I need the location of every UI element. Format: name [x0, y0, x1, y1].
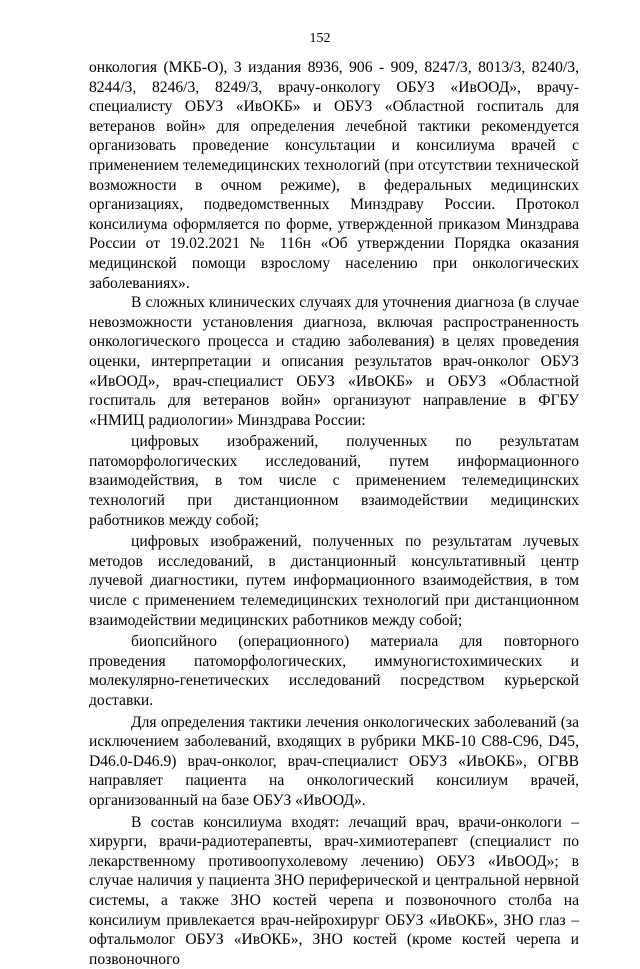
list-item-biopsy-material: биопсийного (операционного) материала для повторного проведения патоморфологических, иммуногистохимических и молекулярно-генетических исследований посредством курьерской доставки.: [89, 633, 579, 709]
list-item-digital-radiology: цифровых изображений, полученных по результатам лучевых методов исследований, в дистанционный консультативный центр лучевой диагностики, путем информационного взаимодействия, в том числе с применением телемедицинских технологий при дистанционном взаимодействии медицинских работников между собой;: [89, 533, 579, 629]
paragraph-7: В состав консилиума входят: лечащий врач, врачи-онкологи – хирурги, врачи-радиотерапевты, врач-химиотерапевт (специалист по лекарственному противоопухолевому лечению) ОБУЗ «ИвООД»; в случае наличия у пациента ЗНО периферической и центральной нервной системы, а также ЗНО костей черепа и позвоночного столба на консилиум привлекается врач-нейрохирург ОБУЗ «ИвОКБ», ЗНО глаз – офтальмолог ОБУЗ «ИвОКБ», ЗНО костей (кроме костей черепа и позвоночного: [89, 813, 579, 968]
list-item-digital-pathology: цифровых изображений, полученных по результатам патоморфологических исследований, путем информационного взаимодействия, в том числе с применением телемедицинских технологий при дистанционном взаимодействии медицинских работников между собой;: [89, 433, 579, 529]
paragraph-2: В сложных клинических случаях для уточнения диагноза (в случае невозможности установления диагноза, включая распространенность онкологического процесса и стадию заболевания) в целях проведения оценки, интерпретации и описания результатов врач-онколог ОБУЗ «ИвООД», врач-специалист ОБУЗ «ИвОКБ» и ОБУЗ «Областной госпиталь для ветеранов войн» организуют направление в ФГБУ «НМИЦ радиологии» Минздрава России:: [89, 294, 579, 429]
paragraph-1: онкология (МКБ-О), 3 издания 8936, 906 - 909, 8247/3, 8013/3, 8240/3, 8244/3, 8246/3, 8249/3, врачу-онкологу ОБУЗ «ИвООД», врачу-специалисту ОБУЗ «ИвОКБ» и ОБУЗ «Областной госпиталь для ветеранов войн» для определения лечебной тактики рекомендуется организовать проведение консультации и консилиума врачей с применением телемедицинских технологий (при отсутствии технической возможности в очном режиме), в федеральных медицинских организациях, подведомственных Минздраву России. Протокол консилиума оформляется по форме, утвержденной приказом Минздрава России от 19.02.2021 № 116н «Об утверждении Порядка оказания медицинской помощи взрослому населению при онкологических заболеваниях».: [89, 59, 579, 292]
paragraph-6: Для определения тактики лечения онкологических заболеваний (за исключением заболеваний, входящих в рубрики МКБ-10 С88-С96, D45, D46.0-D46.9) врач-онколог, врач-специалист ОБУЗ «ИвОКБ», ОГВВ направляет пациента на онкологический консилиум врачей, организованный на базе ОБУЗ «ИвООД».: [89, 713, 579, 809]
page-number: 152: [309, 31, 331, 46]
document-body: [89, 58, 579, 969]
